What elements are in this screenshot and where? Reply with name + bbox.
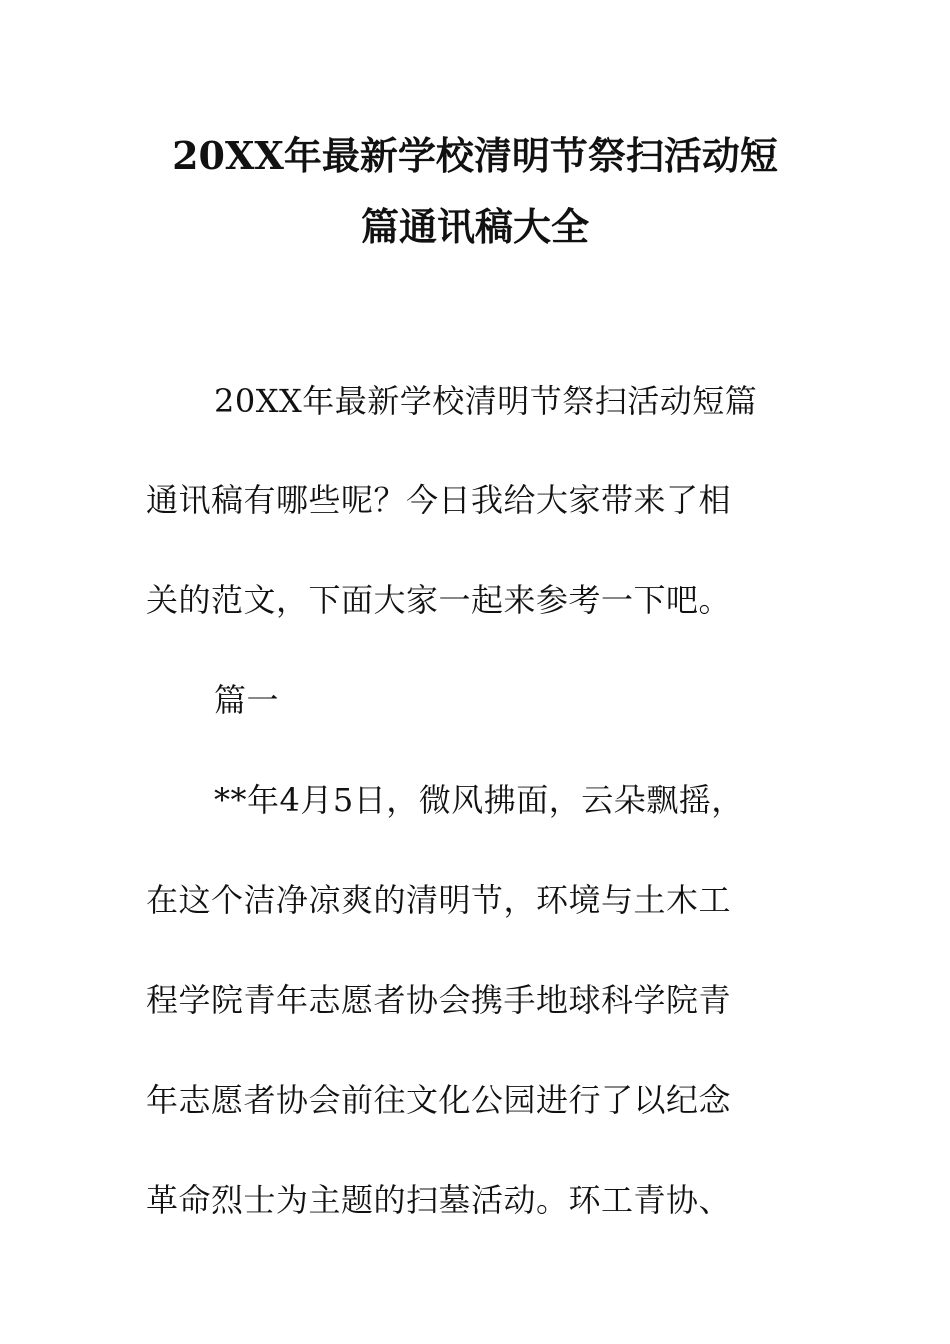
- article-paragraph-line-3: 程学院青年志愿者协会携手地球科学院青: [146, 981, 732, 1019]
- intro-paragraph-line-1: 20XX年最新学校清明节祭扫活动短篇: [214, 382, 758, 420]
- document-title-line-2: 篇通讯稿大全: [360, 204, 589, 249]
- article-paragraph-line-2: 在这个洁净凉爽的清明节，环境与土木工: [146, 881, 732, 919]
- section-heading-pian-yi: 篇一: [214, 681, 280, 719]
- article-paragraph-line-5: 革命烈士为主题的扫墓活动。环工青协、: [146, 1181, 732, 1219]
- intro-paragraph-line-2: 通讯稿有哪些呢？今日我给大家带来了相: [146, 481, 732, 519]
- article-paragraph-line-1: **年4月5日，微风拂面，云朵飘摇，: [214, 781, 744, 819]
- intro-paragraph-line-3: 关的范文，下面大家一起来参考一下吧。: [146, 581, 732, 619]
- article-paragraph-line-4: 年志愿者协会前往文化公园进行了以纪念: [146, 1081, 732, 1119]
- document-title-line-1: 20XX年最新学校清明节祭扫活动短: [172, 133, 778, 178]
